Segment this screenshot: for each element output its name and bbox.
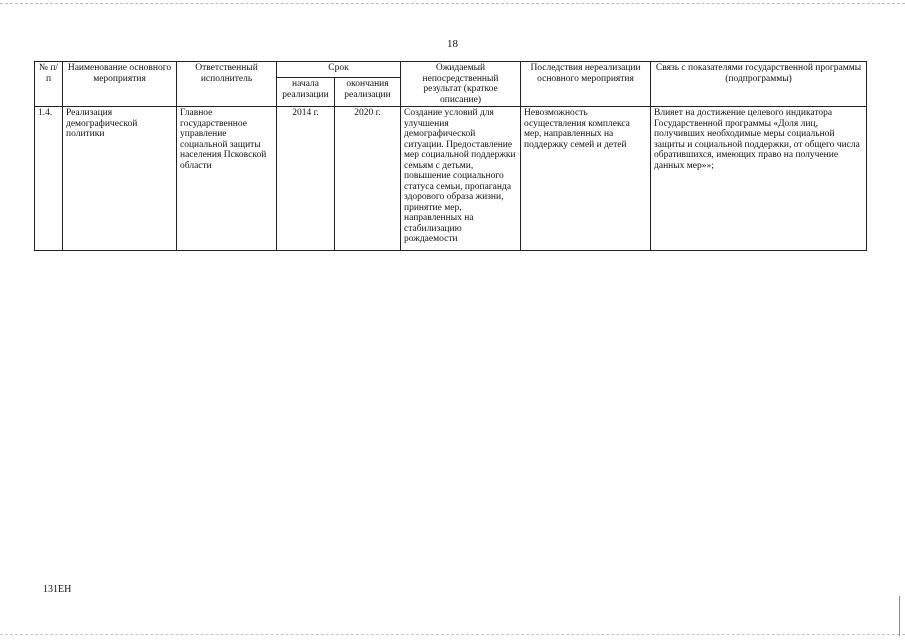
header-name: Наименование основного мероприятия bbox=[63, 62, 177, 107]
scan-edge-top bbox=[0, 3, 905, 4]
cell-name: Реализация демографической политики bbox=[63, 107, 177, 251]
header-num: № п/п bbox=[35, 62, 63, 107]
header-term: Срок bbox=[277, 62, 401, 78]
scan-edge-bottom bbox=[0, 634, 905, 635]
header-executor: Ответственный исполнитель bbox=[177, 62, 277, 107]
header-term-start: начала реализации bbox=[277, 78, 335, 107]
table-row bbox=[35, 107, 867, 251]
footer-document-code: 131ЕН bbox=[43, 584, 72, 595]
header-consequences: Последствия нереализации основного мероприятия bbox=[521, 62, 651, 107]
header-link: Связь с показателями государственной программы (подпрограммы) bbox=[651, 62, 867, 107]
cell-link: Влияет на достижение целевого индикатора Государственной программы «Доля лиц, получивших необходимые меры социальной защиты и социальной поддержки, от общего числа обратившихся, имеющих право на получение данных мер»»; bbox=[651, 107, 867, 251]
cell-end: 2020 г. bbox=[335, 107, 401, 251]
cell-start: 2014 г. bbox=[277, 107, 335, 251]
cell-num: 1.4. bbox=[35, 107, 63, 251]
cell-result: Создание условий для улучшения демографической ситуации. Предоставление мер социальной поддержки семьям с детьми, повышение социального статуса семьи, пропаганда здорового образа жизни, принятие мер, направленных на стабилизацию рождаемости bbox=[401, 107, 521, 251]
header-result: Ожидаемый непосредственный результат (краткое описание) bbox=[401, 62, 521, 107]
table-header-row bbox=[35, 62, 867, 78]
page-number: 18 bbox=[447, 38, 458, 50]
program-measures-table bbox=[34, 61, 867, 251]
cell-consequences: Невозможность осуществления комплекса мер, направленных на поддержку семей и детей bbox=[521, 107, 651, 251]
cell-executor: Главное государственное управление социальной защиты населения Псковской области bbox=[177, 107, 277, 251]
header-term-end: окончания реализации bbox=[335, 78, 401, 107]
scan-edge-right bbox=[899, 596, 900, 636]
